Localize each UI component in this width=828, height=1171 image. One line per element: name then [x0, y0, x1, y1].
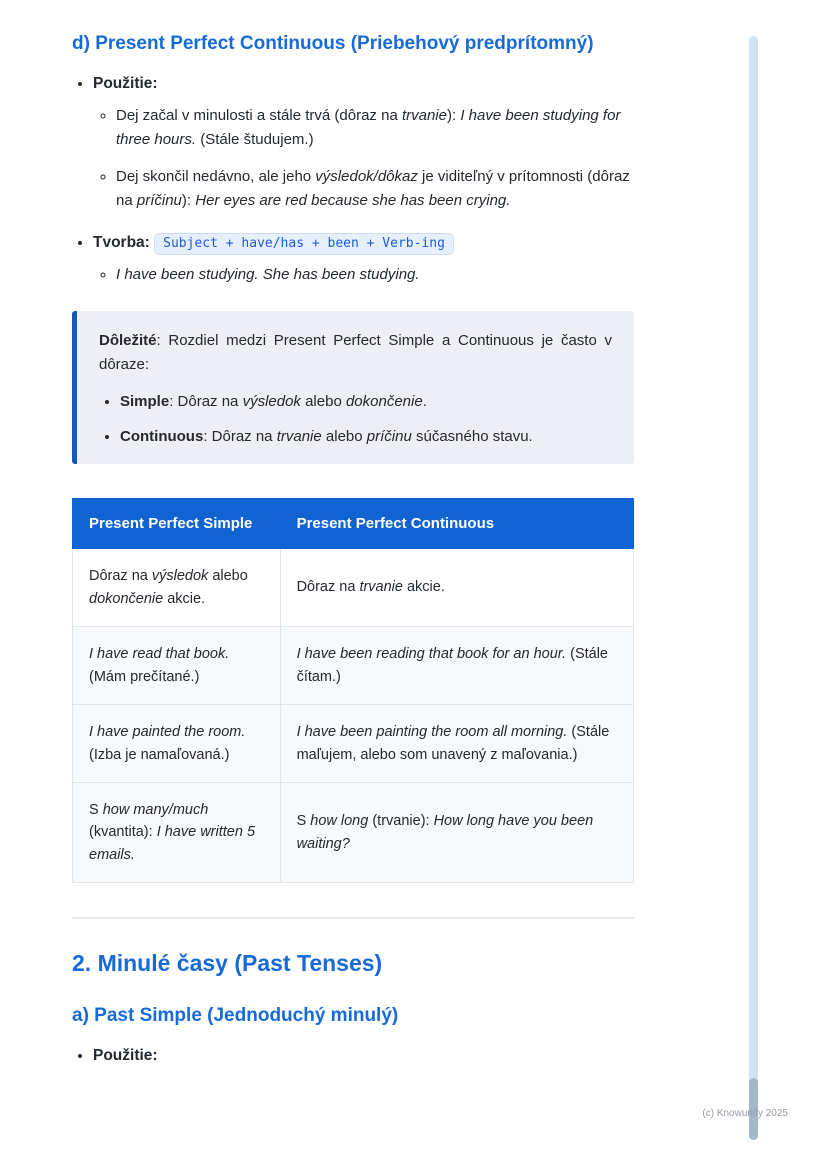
formula-code-chip: Subject + have/has + been + Verb-ing [154, 233, 454, 255]
table-cell: I have painted the room. (Izba je namaľovaná.) [73, 705, 281, 783]
section-heading-present-perfect-continuous: d) Present Perfect Continuous (Priebehový predprítomný) [72, 33, 594, 54]
section-heading-past-simple: a) Past Simple (Jednoduchý minulý) [72, 1005, 399, 1027]
list-item-usage [93, 72, 634, 213]
list-item: • Simple: Dôraz na výsledok alebo dokončenie. [120, 390, 612, 413]
watermark: (c) Knowunity 2025 [702, 1108, 788, 1119]
table-row [73, 627, 634, 705]
comparison-table [72, 498, 634, 883]
scrollbar-track[interactable] [749, 36, 758, 1140]
list-item: • Continuous: Dôraz na trvanie alebo príčinu súčasného stavu. [120, 425, 612, 448]
list-item: ◦ Dej skončil nedávno, ale jeho výsledok/dôkaz je viditeľný v prítomnosti (dôraz na príčinu): Her eyes are red because she has been crying. [116, 165, 634, 212]
usage-list [72, 72, 634, 287]
usage-sublist [93, 104, 634, 213]
list-item-form [93, 231, 634, 287]
table-row [73, 783, 634, 883]
callout-list [99, 390, 612, 449]
table-cell: I have been painting the room all morning. (Stále maľujem, alebo som unavený z maľovania.) [280, 705, 633, 783]
callout-intro: Dôležité: Rozdiel medzi Present Perfect Simple a Continuous je často v dôraze: [99, 331, 612, 373]
list-item: ◦ Dej začal v minulosti a stále trvá (dôraz na trvanie): I have been studying for three hours. (Stále študujem.) [116, 104, 634, 151]
section-heading-past-tenses: 2. Minulé časy (Past Tenses) [72, 950, 383, 977]
table-cell: I have been reading that book for an hour. (Stále čítam.) [280, 627, 633, 705]
table-cell: Dôraz na výsledok alebo dokončenie akcie. [73, 549, 281, 627]
document-page [72, 32, 634, 1085]
table-header-cell-continuous: Present Perfect Continuous [280, 499, 633, 549]
table-cell: S how many/much (kvantita): I have written 5 emails. [73, 783, 281, 883]
table-header-cell-simple: Present Perfect Simple [73, 499, 281, 549]
table-cell: I have read that book. (Mám prečítané.) [73, 627, 281, 705]
important-callout [72, 311, 634, 465]
table-cell: S how long (trvanie): How long have you been waiting? [280, 783, 633, 883]
table-row [73, 705, 634, 783]
list-item: ◦ I have been studying. She has been studying. [116, 263, 634, 287]
list-item-usage [93, 1044, 634, 1067]
usage-list-past-simple [72, 1044, 634, 1067]
table-head [73, 499, 634, 549]
section-divider [72, 917, 634, 919]
table-body [73, 549, 634, 883]
usage-label: Použitie: [93, 1046, 158, 1064]
table-row [73, 549, 634, 627]
table-cell: Dôraz na trvanie akcie. [280, 549, 633, 627]
form-label: Tvorba: [93, 233, 150, 251]
usage-label: Použitie: [93, 74, 158, 92]
form-sublist [93, 263, 634, 287]
table-header-row [73, 499, 634, 549]
